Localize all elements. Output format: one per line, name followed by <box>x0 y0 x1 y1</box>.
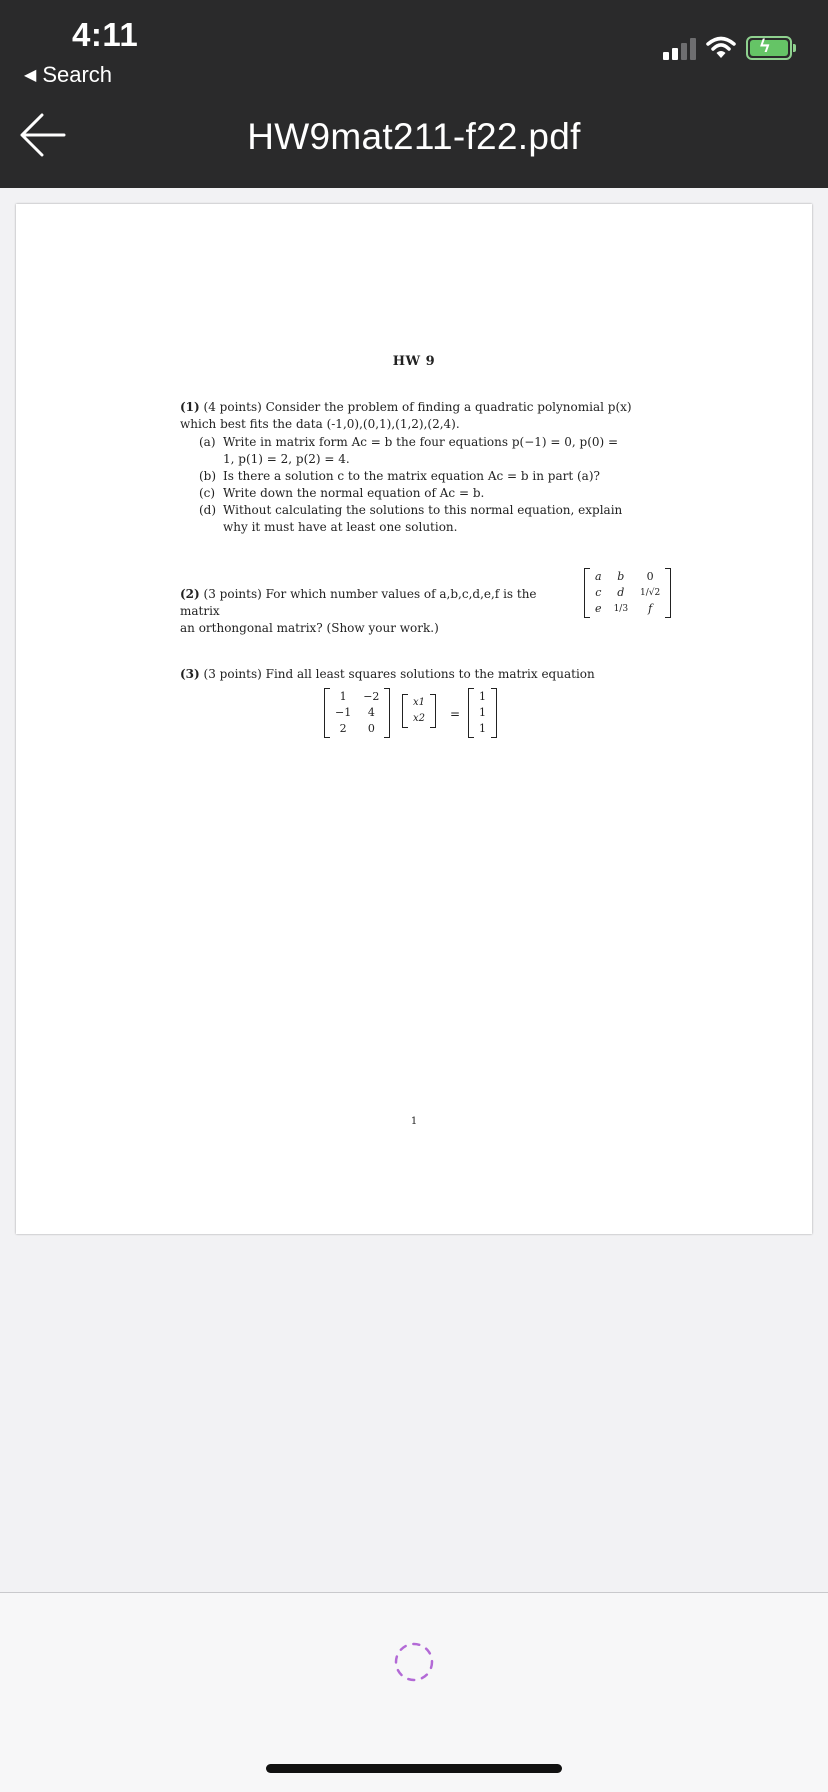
q1-part-d-cont: why it must have at least one solution. <box>223 520 458 534</box>
q1-part-b <box>199 468 649 485</box>
q1-part-c-label: (c) <box>199 486 216 500</box>
back-triangle-icon: ◀ <box>24 67 37 84</box>
hw-heading: HW 9 <box>392 354 436 369</box>
q3-a-entry: 2 <box>339 722 347 735</box>
q3-a-entry: −2 <box>363 690 380 703</box>
q2-matrix-entry: f <box>648 602 653 615</box>
status-icons <box>663 36 792 60</box>
q1-part-d-label: (d) <box>199 503 217 517</box>
q2-matrix-entry: 1/3 <box>613 604 629 614</box>
q3-equals-sign: = <box>450 707 461 721</box>
q2-matrix-entry: c <box>595 586 602 599</box>
q1-part-c-text: Write down the normal equation of Ac = b. <box>223 486 485 500</box>
q3-b-entry: 1 <box>479 706 486 719</box>
q3-b-entry: 1 <box>479 690 486 703</box>
q1-line1: (4 points) Consider the problem of finding a quadratic polynomial p(x) <box>203 400 632 414</box>
status-time: 4:11 <box>72 16 139 53</box>
q3-x-entry: x2 <box>413 713 426 724</box>
q1-part-b-text: Is there a solution c to the matrix equation Ac = b in part (a)? <box>223 469 600 483</box>
q1-line2: which best fits the data (-1,0),(0,1),(1,2),(2,4). <box>180 417 460 431</box>
q3-b-entry: 1 <box>479 722 486 735</box>
q1-number: (1) <box>180 400 200 414</box>
cellular-signal-icon <box>663 36 696 60</box>
q2-matrix-entry: 1/√2 <box>640 588 661 598</box>
question-2 <box>180 586 540 620</box>
question-3 <box>180 666 650 683</box>
back-to-search-label: Search <box>42 62 113 87</box>
back-to-search-link[interactable] <box>24 62 112 88</box>
q2-matrix-entry: b <box>617 570 625 583</box>
q2-matrix-entry: e <box>595 602 602 615</box>
q3-matrix-a <box>324 688 390 738</box>
q1-part-b-label: (b) <box>199 469 217 483</box>
q3-x-entry: x1 <box>413 697 426 708</box>
q2-matrix-entry: 0 <box>646 570 654 583</box>
q1-part-c <box>199 485 649 502</box>
q1-part-a <box>199 434 649 468</box>
q2-text-2: an orthongonal matrix? (Show your work.) <box>180 621 439 635</box>
home-indicator[interactable] <box>266 1764 562 1773</box>
q3-a-entry: 1 <box>339 690 347 703</box>
q2-text: (3 points) For which number values of a,b,c,d,e,f is the matrix <box>180 587 537 618</box>
page-number: 1 <box>410 1116 418 1127</box>
q1-part-a-text: Write in matrix form Ac = b the four equations p(−1) = 0, p(0) = <box>223 435 619 449</box>
wifi-icon <box>706 36 736 60</box>
q3-a-entry: 0 <box>367 722 375 735</box>
pdf-page[interactable] <box>16 204 812 1234</box>
q2-matrix-entry: a <box>595 570 602 583</box>
q2-matrix-entry: d <box>617 586 625 599</box>
q2-number: (2) <box>180 587 200 601</box>
question-1 <box>180 399 650 433</box>
q3-matrix-x <box>402 694 436 728</box>
q3-a-entry: −1 <box>335 706 352 719</box>
q1-part-d <box>199 502 649 536</box>
q1-part-d-text: Without calculating the solutions to this normal equation, explain <box>223 503 623 517</box>
battery-charging-icon: ϟ <box>746 36 792 60</box>
q3-text: (3 points) Find all least squares solutions to the matrix equation <box>203 667 595 681</box>
q3-number: (3) <box>180 667 200 681</box>
q1-part-a-label: (a) <box>199 435 216 449</box>
q3-a-entry: 4 <box>367 706 375 719</box>
q1-part-a-cont: 1, p(1) = 2, p(2) = 4. <box>223 452 350 466</box>
document-title: HW9mat211-f22.pdf <box>247 116 581 157</box>
bottom-toolbar <box>0 1592 828 1792</box>
loading-spinner-icon <box>392 1640 436 1684</box>
q2-matrix <box>584 568 671 618</box>
q3-matrix-b <box>468 688 497 738</box>
